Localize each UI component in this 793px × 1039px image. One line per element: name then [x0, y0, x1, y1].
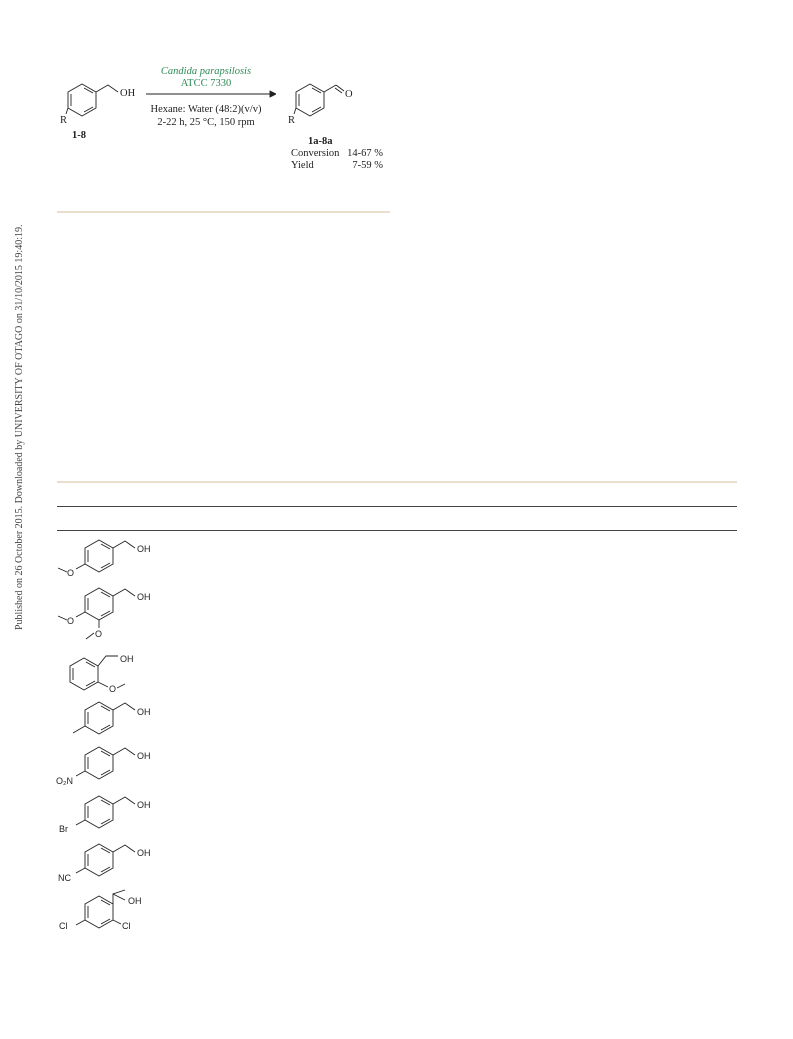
substrate-6-structure — [54, 794, 164, 836]
table-header-top-rule — [57, 506, 737, 507]
svg-text:O: O — [67, 568, 75, 578]
reactant-structure — [60, 78, 150, 128]
product-structure — [288, 78, 368, 128]
svg-text:OH: OH — [120, 654, 134, 664]
svg-text:NC: NC — [58, 873, 71, 883]
results-block — [291, 148, 383, 172]
download-note: Published on 26 October 2015. Downloaded by UNIVERSITY OF OTAGO on 31/10/2015 19:40:19. — [14, 224, 25, 630]
svg-text:OH: OH — [137, 848, 151, 858]
product-label: 1a-8a — [308, 136, 333, 147]
reactant-label: 1-8 — [72, 130, 86, 141]
yield-value: 7-59 % — [352, 160, 383, 171]
yield-label: Yield — [291, 160, 314, 171]
solvent-text: Hexane: Water (48:2)(v/v) — [150, 104, 262, 115]
catalyst-name: Candida parapsilosis — [160, 66, 252, 77]
svg-text:Br: Br — [59, 824, 68, 834]
svg-text:OH: OH — [137, 707, 151, 717]
reaction-scheme — [60, 60, 400, 180]
svg-text:Cl: Cl — [59, 921, 68, 931]
substrate-3-structure — [54, 652, 164, 694]
substrate-1-structure — [54, 538, 164, 580]
reactant-r-label: R — [60, 115, 68, 126]
svg-text:OH: OH — [137, 751, 151, 761]
product-r-label: R — [288, 115, 296, 126]
product-o-label: O — [345, 89, 353, 100]
substrate-5-structure — [54, 745, 164, 787]
svg-text:O₂N: O₂N — [56, 776, 73, 786]
reaction-arrow — [146, 90, 276, 100]
table-header-bottom-rule — [57, 530, 737, 531]
svg-text:OH: OH — [128, 896, 142, 906]
substrate-8-structure — [54, 890, 164, 934]
svg-text:O: O — [95, 629, 103, 639]
table-top-divider — [57, 481, 737, 483]
conversion-label: Conversion — [291, 148, 340, 159]
svg-text:Cl: Cl — [122, 921, 131, 931]
substrate-7-structure — [54, 842, 164, 884]
conditions-text: 2-22 h, 25 °C, 150 rpm — [157, 117, 255, 128]
catalyst-strain: ATCC 7330 — [180, 78, 232, 89]
substrate-2-structure — [54, 586, 164, 644]
scheme-divider — [57, 211, 390, 213]
svg-text:OH: OH — [137, 800, 151, 810]
substrate-4-structure — [54, 700, 164, 742]
svg-text:OH: OH — [137, 544, 151, 554]
svg-text:OH: OH — [137, 592, 151, 602]
reactant-oh-label: OH — [120, 88, 136, 99]
conversion-value: 14-67 % — [347, 148, 383, 159]
svg-text:O: O — [109, 684, 117, 694]
svg-text:O: O — [67, 616, 75, 626]
